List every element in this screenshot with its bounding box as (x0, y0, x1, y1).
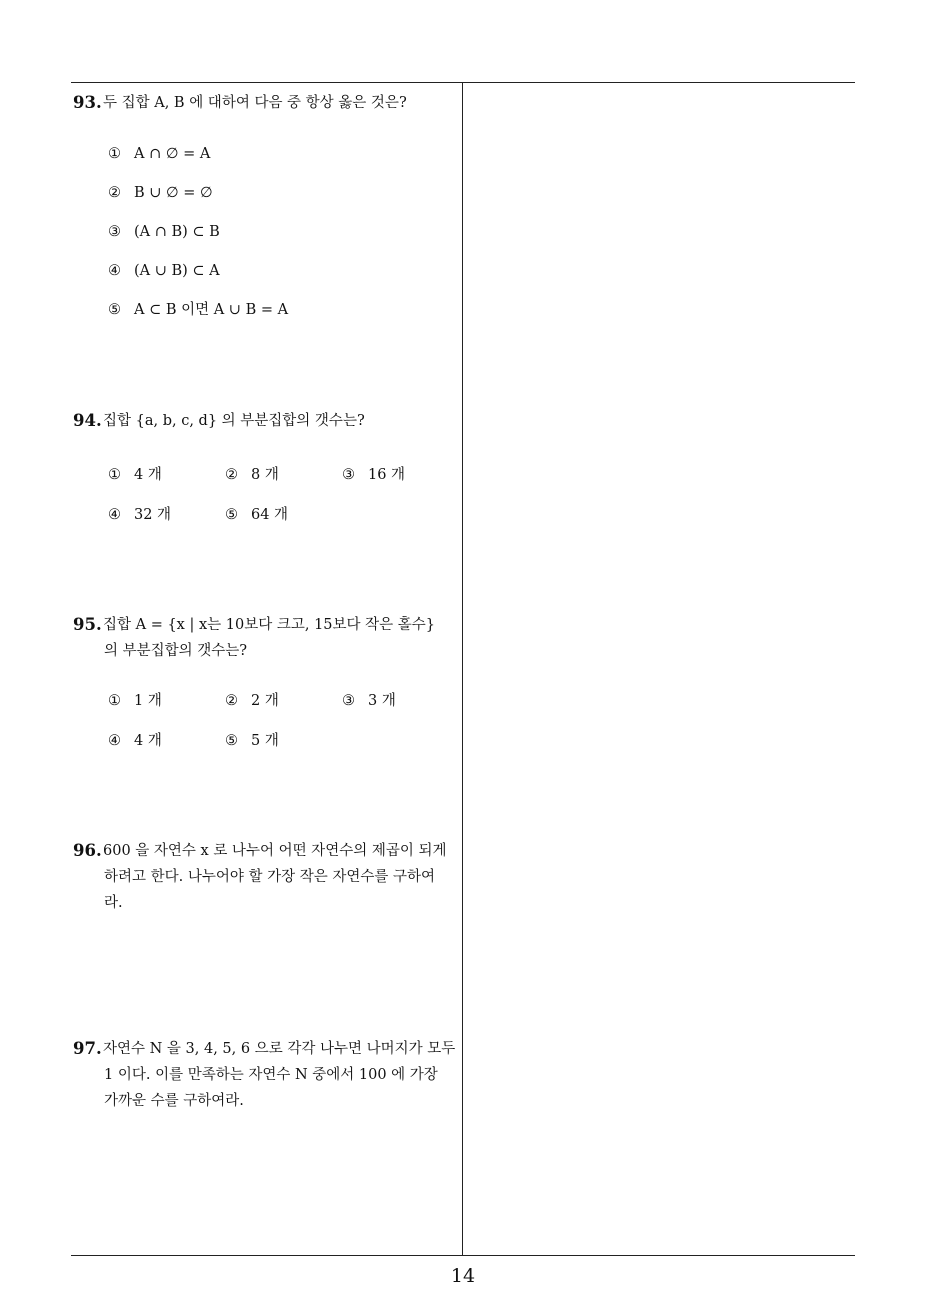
choice-mark: ③ (342, 467, 355, 483)
choice-3[interactable] (108, 222, 288, 261)
choice-text: A ⊂ B 이면 A ∪ B = A (134, 302, 289, 318)
problem-95-choices (108, 689, 459, 750)
choice-mark: ① (108, 693, 121, 709)
choice-1[interactable] (108, 144, 288, 183)
problem-97 (73, 1036, 461, 1114)
choice-text: B ∪ ∅ = ∅ (134, 185, 213, 201)
problem-text: 집합 A = {x | x는 10보다 크고, 15보다 작은 홀수} (103, 617, 436, 633)
problem-number: 94. (73, 411, 102, 430)
problem-text-continued: 가까운 수를 구하여라. (104, 1093, 244, 1109)
choice-5[interactable] (108, 300, 288, 339)
choice-text: 8 개 (251, 467, 279, 483)
choice-mark: ③ (342, 693, 355, 709)
choice-text: 2 개 (251, 693, 279, 709)
choice-1[interactable] (108, 463, 225, 484)
problem-text: 600 을 자연수 x 로 나누어 어떤 자연수의 제곱이 되게 (103, 843, 447, 859)
problem-93-choices (108, 144, 288, 339)
choice-mark: ② (225, 467, 238, 483)
problem-number: 93. (73, 93, 102, 112)
top-rule (71, 82, 855, 83)
choice-2[interactable] (225, 463, 342, 484)
problem-text-continued: 라. (104, 895, 123, 911)
choice-mark: ⑤ (108, 302, 121, 318)
problem-number: 96. (73, 841, 102, 860)
problem-text-continued: 하려고 한다. 나누어야 할 가장 작은 자연수를 구하여 (104, 869, 436, 885)
choice-text: 16 개 (368, 467, 406, 483)
choice-3[interactable] (342, 463, 459, 484)
column-divider (462, 82, 463, 1256)
choice-1[interactable] (108, 689, 225, 710)
choice-text: (A ∩ B) ⊂ B (134, 224, 220, 240)
problem-text: 두 집합 A, B 에 대하여 다음 중 항상 옳은 것은? (103, 95, 407, 111)
choice-mark: ④ (108, 733, 121, 749)
page-number: 14 (450, 1265, 476, 1287)
choice-mark: ③ (108, 224, 121, 240)
choice-5[interactable] (225, 503, 342, 524)
problem-number: 97. (73, 1039, 102, 1058)
choice-4[interactable] (108, 729, 225, 750)
problem-96 (73, 838, 461, 916)
choice-mark: ① (108, 146, 121, 162)
bottom-rule (71, 1255, 855, 1256)
choice-mark: ④ (108, 263, 121, 279)
problem-95 (73, 612, 461, 664)
choice-5[interactable] (225, 729, 342, 750)
problem-text: 자연수 N 을 3, 4, 5, 6 으로 각각 나누면 나머지가 모두 (103, 1041, 456, 1057)
choice-3[interactable] (342, 689, 459, 710)
choice-text: 32 개 (134, 507, 172, 523)
problem-text: 집합 {a, b, c, d} 의 부분집합의 갯수는? (103, 413, 365, 429)
choice-text: 64 개 (251, 507, 289, 523)
choice-mark: ④ (108, 507, 121, 523)
choice-mark: ② (225, 693, 238, 709)
problem-text-continued: 1 이다. 이를 만족하는 자연수 N 중에서 100 에 가장 (104, 1067, 438, 1083)
problem-94 (73, 408, 461, 434)
choice-mark: ① (108, 467, 121, 483)
choice-2[interactable] (108, 183, 288, 222)
problem-94-choices (108, 463, 459, 524)
choice-mark: ② (108, 185, 121, 201)
choice-mark: ⑤ (225, 733, 238, 749)
choice-2[interactable] (225, 689, 342, 710)
choice-text: A ∩ ∅ = A (134, 146, 211, 162)
choice-text: 4 개 (134, 467, 162, 483)
choice-text: (A ∪ B) ⊂ A (134, 263, 220, 279)
choice-text: 5 개 (251, 733, 279, 749)
problem-93 (73, 90, 461, 116)
choice-text: 4 개 (134, 733, 162, 749)
choice-mark: ⑤ (225, 507, 238, 523)
problem-number: 95. (73, 615, 102, 634)
choice-text: 3 개 (368, 693, 396, 709)
choice-4[interactable] (108, 261, 288, 300)
choice-text: 1 개 (134, 693, 162, 709)
problem-text-continued: 의 부분집합의 갯수는? (104, 643, 248, 659)
choice-4[interactable] (108, 503, 225, 524)
